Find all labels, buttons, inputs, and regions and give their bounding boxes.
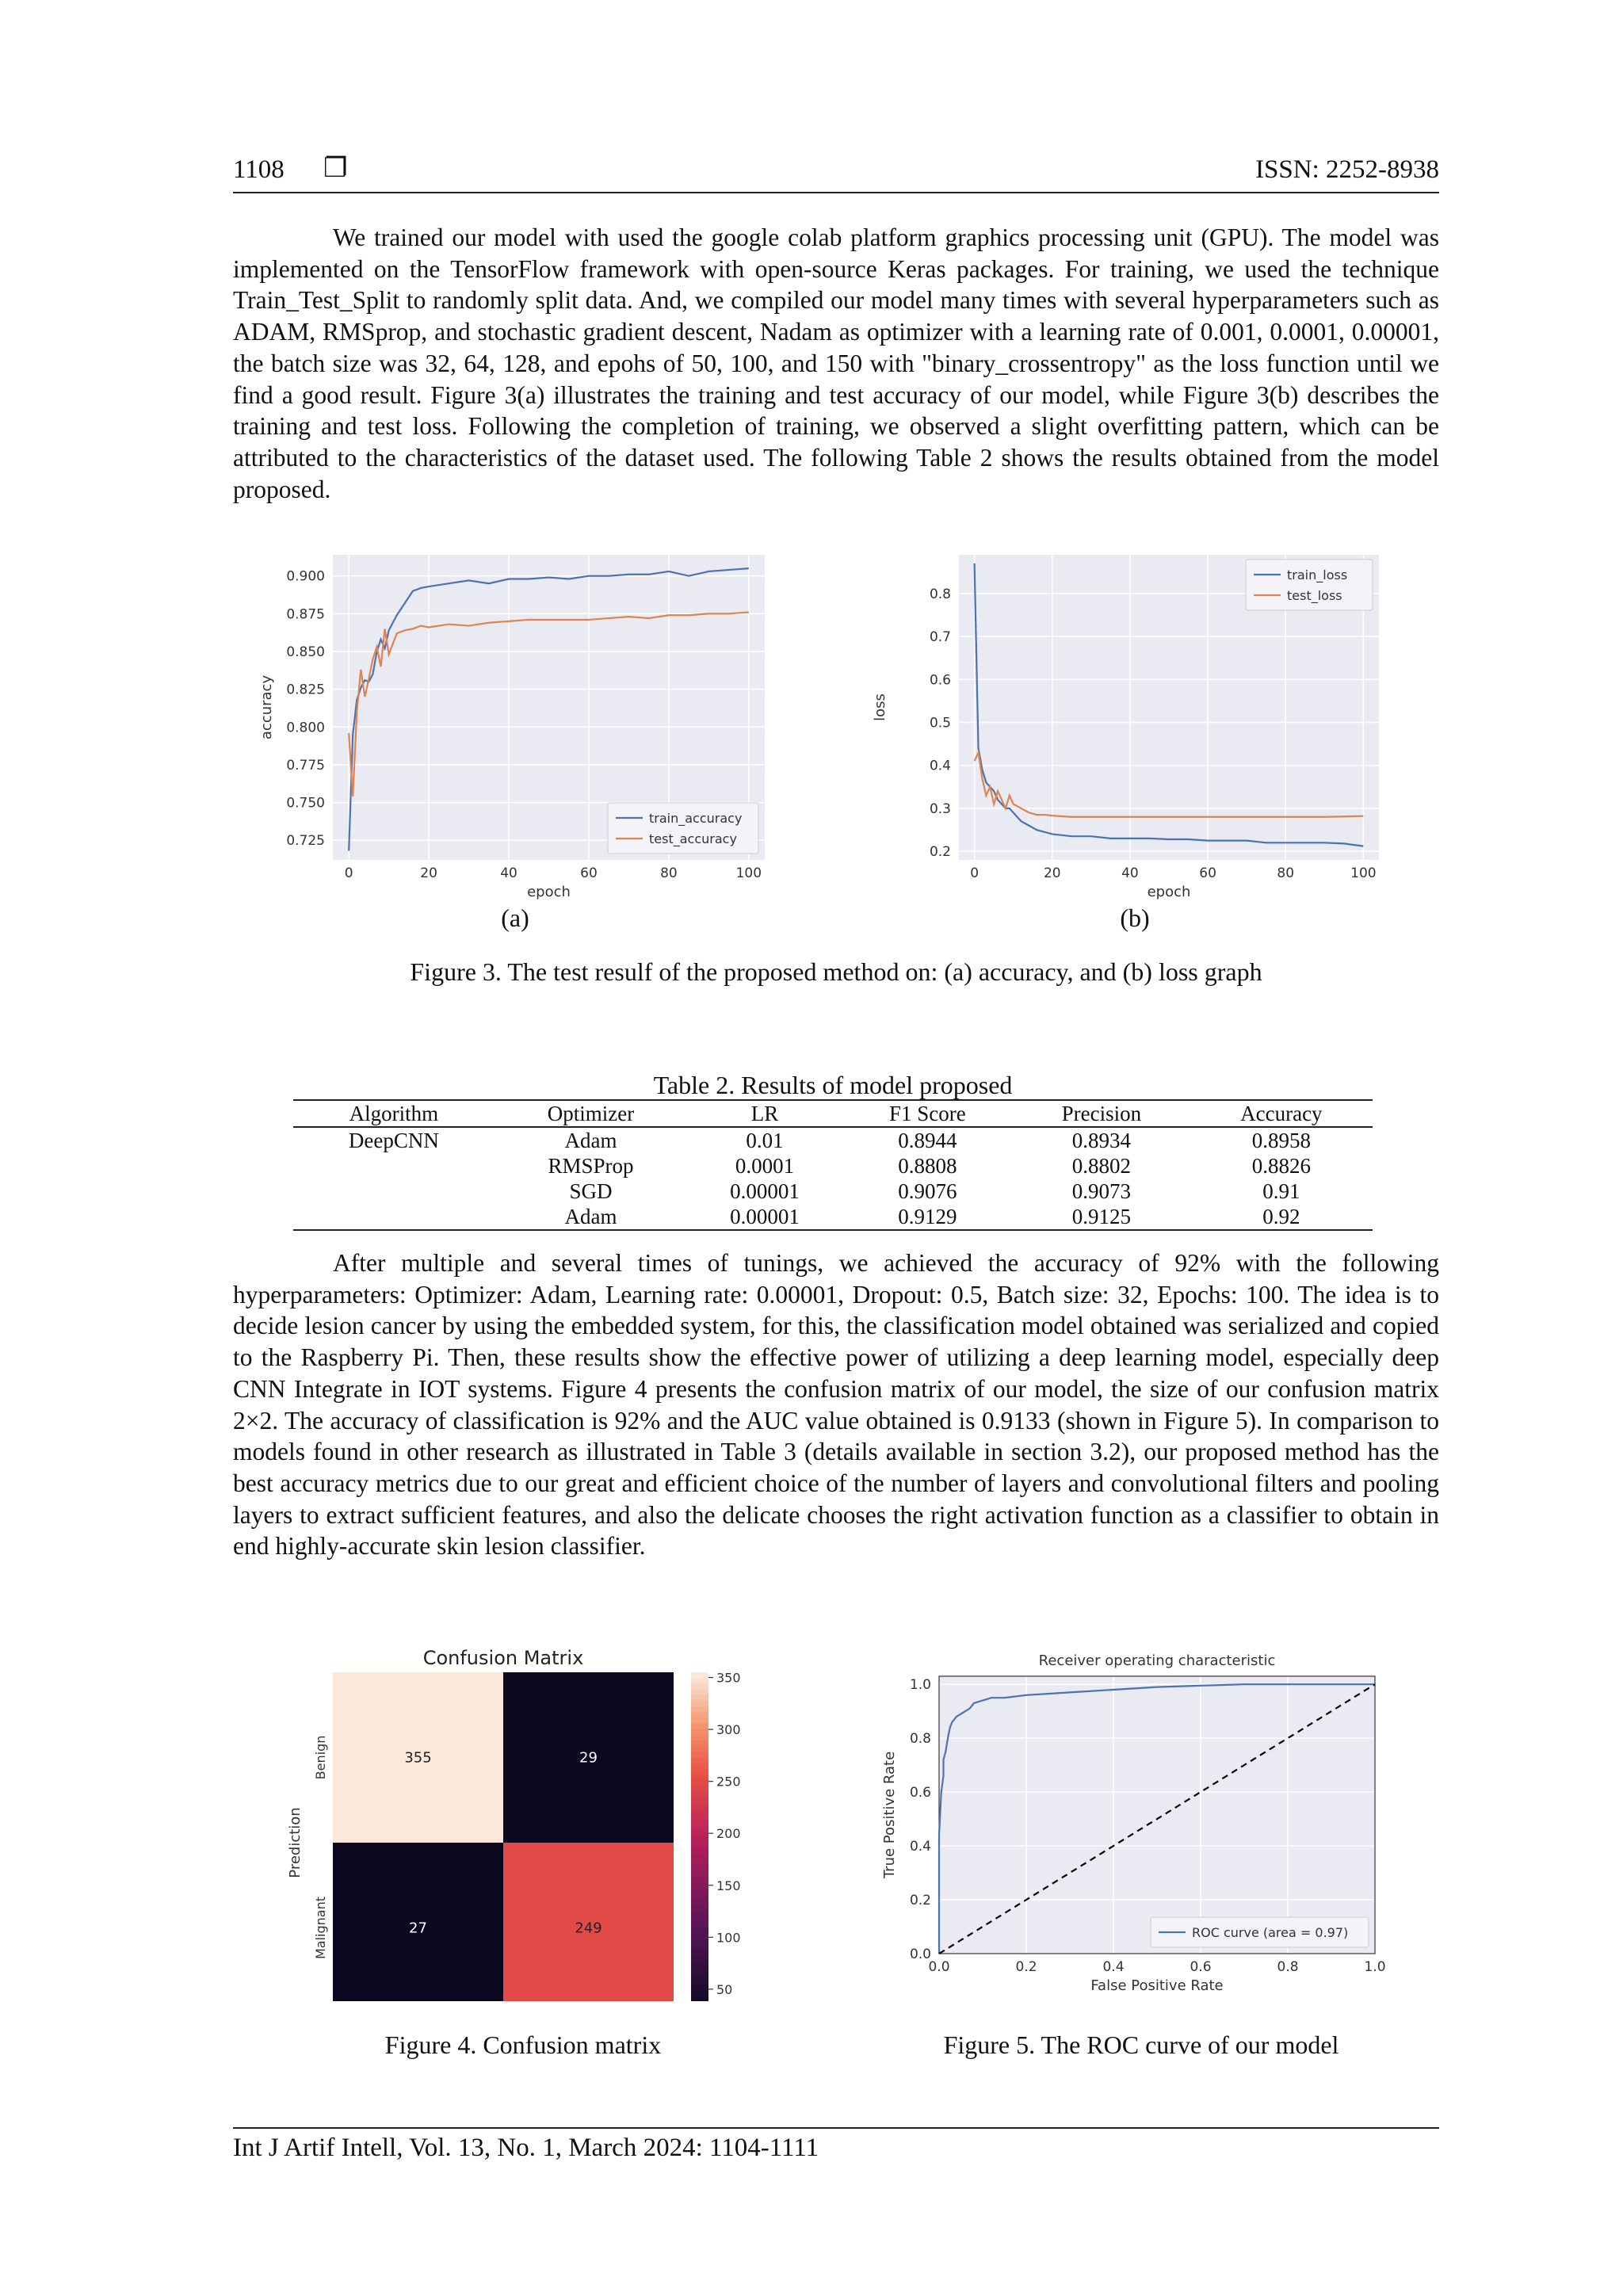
y-tick-label: 0.0 [909,1946,931,1962]
x-tick-label: 20 [420,865,437,881]
x-tick-label: 0.4 [1102,1959,1125,1975]
colorbar-segment [691,1678,708,1684]
y-tick-label: 0.725 [286,833,325,850]
y-axis-label: accuracy [258,674,275,740]
x-tick-label: 20 [1043,865,1061,881]
table-row [293,1127,1373,1153]
legend-label: test_loss [1287,588,1342,603]
colorbar-segment [691,1962,708,1969]
x-tick-label: 100 [1350,865,1377,881]
header-lr: LR [687,1100,842,1127]
figure-3b-label: (b) [1120,904,1150,932]
colorbar-segment [691,1939,708,1946]
colorbar-segment [691,1832,708,1838]
colorbar-segment [691,1911,708,1917]
roc-chart [880,1645,1419,2001]
colorbar-segment [691,1769,708,1775]
page-number: 1108 [233,155,285,184]
figure-3a-label: (a) [501,904,529,932]
legend-label: train_loss [1287,567,1348,583]
plot-area [939,1676,1375,1954]
results-table [293,1071,1373,1231]
colorbar-label: 350 [716,1670,741,1686]
colorbar-segment [691,1973,708,1980]
colorbar-segment [691,1888,708,1894]
table-cell: DeepCNN [348,1129,439,1152]
y-tick-label: 0.4 [909,1839,931,1855]
colorbar-segment [691,1706,708,1713]
colorbar-segment [691,1683,708,1690]
colorbar-segment [691,1848,708,1855]
colorbar-segment [691,1996,708,2002]
table-cell: 0.8802 [1071,1154,1131,1178]
colorbar-segment [691,1968,708,1974]
footer-citation: Int J Artif Intell, Vol. 13, No. 1, March 2024: 1104-1111 [233,2134,819,2162]
colorbar-segment [691,1843,708,1849]
accuracy-chart [254,547,777,911]
colorbar-segment [691,1729,708,1736]
header-rule [233,192,1439,193]
paragraph-1: We trained our model with used the google colab platform graphics processing unit (GPU). The model was implemented on the TensorFlow framework with open-source Keras packages. For training, we used the technique Train_Test_Split to randomly split data. And, we compiled our model many times with several hyperparameters such as ADAM, RMSprop, and stochastic gradient descent, Nadam as optimizer with a learning rate of 0.001, 0.0001, 0.00001, the batch size was 32, 64, 128, and epohs of 50, 100, and 150 with "binary_crossentropy" as the loss function until we find a good result. Figure 3(a) illustrates the training and test accuracy of our model, while Figure 3(b) describes the training and test loss. Following the completion of training, we observed a slight overfitting pattern, which can be attributed to the characteristics of the dataset used. The following Table 2 shows the results obtained from the model proposed. [233,223,1439,503]
chart-title: Confusion Matrix [422,1647,584,1669]
y-tick-label: 0.850 [286,644,325,660]
table-cell: 0.0001 [735,1154,795,1178]
colorbar-segment [691,1826,708,1832]
y-tick-label: 0.800 [286,720,325,736]
confusion-matrix-chart [285,1645,777,2001]
table-cell [293,1179,495,1204]
table-cell [293,1153,495,1179]
colorbar-segment [691,1854,708,1860]
colorbar-label: 300 [716,1722,741,1738]
legend-label: ROC curve (area = 0.97) [1192,1925,1349,1940]
y-axis-label: Prediction [287,1807,304,1878]
x-tick-label: 0 [970,865,980,881]
colorbar-segment [691,1814,708,1820]
y-tick-label: 0.7 [929,629,951,646]
table-cell: 0.91 [1262,1179,1300,1203]
chart-title: Receiver operating characteristic [1038,1652,1276,1669]
colorbar-segment [691,1934,708,1940]
colorbar-segment [691,1900,708,1906]
colorbar-segment [691,1809,708,1815]
y-tick-label: 0.2 [929,844,951,861]
colorbar-segment [691,1882,708,1889]
box-icon: ❐ [323,154,348,183]
x-tick-label: 0.2 [1015,1959,1037,1975]
colorbar-label: 50 [716,1981,733,1997]
colorbar-segment [691,1712,708,1718]
paragraph-2: After multiple and several times of tunings, we achieved the accuracy of 92% with the following hyperparameters: Optimizer: Adam, Learning rate: 0.00001, Dropout: 0.5, Batch size: 32, Epochs: 100. The idea is to decide lesion cancer by using the embedded system, for this, the classification model obtained was serialized and copied to the Raspberry Pi. Then, these results show the effective power of utilizing a deep learning model, especially deep CNN Integrate in IOT systems. Figure 4 presents the confusion matrix of our model, the size of our confusion matrix 2×2. The accuracy of classification is 92% and the AUC value obtained is 0.9133 (shown in Figure 5). In comparison to models found in other research as illustrated in Table 3 (details available in section 3.2), our proposed method has the best accuracy metrics due to our great and efficient choice of the number of layers and convolutional filters and pooling layers to extract sufficient features, and also the delicate chooses the right activation function as a classifier to obtain in end highly-accurate skin lesion classifier. [233,1249,1439,1561]
table-caption: Table 2. Results of model proposed [653,1071,1013,1099]
colorbar-label: 100 [716,1930,741,1946]
header-f1: F1 Score [842,1100,1013,1127]
colorbar-segment [691,1695,708,1702]
y-tick-label: 0.3 [929,800,951,817]
x-tick-label: 0.0 [928,1959,950,1975]
colorbar-segment [691,1746,708,1752]
x-tick-label: 0.6 [1190,1959,1212,1975]
x-tick-label: 0 [344,865,353,881]
table-cell: 0.9129 [842,1204,1013,1230]
legend-label: train_accuracy [649,811,743,826]
colorbar-segment [691,1792,708,1798]
figure-5-caption: Figure 5. The ROC curve of our model [943,2030,1339,2059]
table-cell: 0.9125 [1013,1204,1190,1230]
colorbar-segment [691,1866,708,1872]
x-tick-label: 40 [1121,865,1139,881]
x-tick-label: 80 [660,865,678,881]
x-tick-label: 1.0 [1364,1959,1386,1975]
x-tick-label: 60 [1199,865,1216,881]
colorbar-segment [691,1717,708,1724]
colorbar-segment [691,1780,708,1786]
colorbar-segment [691,1990,708,1996]
colorbar-segment [691,1985,708,1991]
colorbar-segment [691,1672,708,1679]
y-tick-label: 0.2 [909,1893,931,1909]
colorbar-segment [691,1945,708,1951]
cell-value: 27 [409,1920,427,1937]
colorbar-label: 250 [716,1774,741,1790]
x-tick-label: 60 [580,865,598,881]
colorbar-segment [691,1916,708,1923]
table-header-row [293,1100,1373,1127]
colorbar-segment [691,1735,708,1741]
colorbar-segment [691,1905,708,1912]
footer-rule [233,2127,1439,2129]
y-axis-label: loss [872,693,888,721]
table-cell: 0.8808 [898,1154,957,1178]
colorbar-segment [691,1860,708,1866]
table-cell: 0.00001 [687,1204,842,1230]
y-tick-label: 0.875 [286,606,325,623]
table-cell: 0.92 [1190,1204,1373,1230]
colorbar-segment [691,1894,708,1901]
x-axis-label: epoch [1147,884,1191,900]
colorbar-segment [691,1979,708,1985]
table-cell: 0.00001 [730,1179,800,1203]
table-cell: 0.8934 [1071,1129,1131,1152]
table-row [293,1153,1373,1179]
figure-4-caption: Figure 4. Confusion matrix [384,2030,662,2059]
table-row [293,1204,1373,1230]
colorbar-label: 200 [716,1826,741,1842]
colorbar-segment [691,1740,708,1747]
colorbar-segment [691,1758,708,1764]
y-tick-label: 0.900 [286,568,325,585]
y-tick-label: 0.8 [929,586,951,602]
figure-3-caption: Figure 3. The test resulf of the proposed method on: (a) accuracy, and (b) loss graph [410,957,1262,986]
table-cell: SGD [569,1179,613,1203]
colorbar-segment [691,1837,708,1843]
cell-value: 249 [575,1920,602,1937]
colorbar-segment [691,1950,708,1957]
y-tick-label: Malignant [313,1896,328,1960]
table-cell: 0.9073 [1071,1179,1131,1203]
colorbar-segment [691,1724,708,1730]
colorbar-segment [691,1775,708,1781]
table-cell: RMSProp [548,1154,634,1178]
y-tick-label: 0.825 [286,682,325,698]
y-tick-label: 0.5 [929,715,951,732]
colorbar-segment [691,1701,708,1707]
y-tick-label: 0.775 [286,757,325,774]
x-tick-label: 0.8 [1277,1959,1299,1975]
issn: ISSN: 2252-8938 [1255,155,1439,184]
y-tick-label: 0.8 [909,1731,931,1748]
table-cell: 0.8958 [1251,1129,1311,1152]
header-algorithm: Algorithm [293,1100,495,1127]
y-tick-label: 0.750 [286,795,325,812]
table-cell: 0.01 [746,1129,784,1152]
x-axis-label: epoch [527,884,571,900]
colorbar-label: 150 [716,1878,741,1893]
colorbar-segment [691,1803,708,1809]
x-axis-label: False Positive Rate [1090,1977,1224,1994]
y-tick-label: 1.0 [909,1677,931,1694]
y-tick-label: Benign [313,1735,328,1780]
colorbar-segment [691,1922,708,1928]
colorbar-segment [691,1956,708,1962]
colorbar-segment [691,1820,708,1826]
table-cell: 0.8826 [1251,1154,1311,1178]
colorbar-segment [691,1690,708,1696]
table-row [293,1179,1373,1204]
legend-label: test_accuracy [649,831,737,846]
colorbar-segment [691,1797,708,1804]
header-optimizer: Optimizer [495,1100,688,1127]
cell-value: 355 [404,1749,432,1767]
x-tick-label: 40 [500,865,517,881]
table-cell: 0.9076 [898,1179,957,1203]
table-cell [293,1204,495,1230]
y-tick-label: 0.4 [929,758,951,774]
x-tick-label: 80 [1277,865,1295,881]
colorbar-segment [691,1752,708,1758]
header-accuracy: Accuracy [1190,1100,1373,1127]
loss-chart [864,547,1395,911]
colorbar-segment [691,1786,708,1792]
y-tick-label: 0.6 [929,672,951,689]
colorbar-segment [691,1871,708,1878]
table-cell: 0.8944 [898,1129,957,1152]
header-precision: Precision [1013,1100,1190,1127]
y-tick-label: 0.6 [909,1785,931,1801]
x-tick-label: 100 [735,865,762,881]
cell-value: 29 [579,1749,598,1767]
y-axis-label: True Positive Rate [881,1751,898,1879]
colorbar-segment [691,1928,708,1935]
table-cell: Adam [564,1129,617,1152]
table-cell: Adam [495,1204,688,1230]
colorbar-segment [691,1763,708,1770]
colorbar-segment [691,1877,708,1883]
